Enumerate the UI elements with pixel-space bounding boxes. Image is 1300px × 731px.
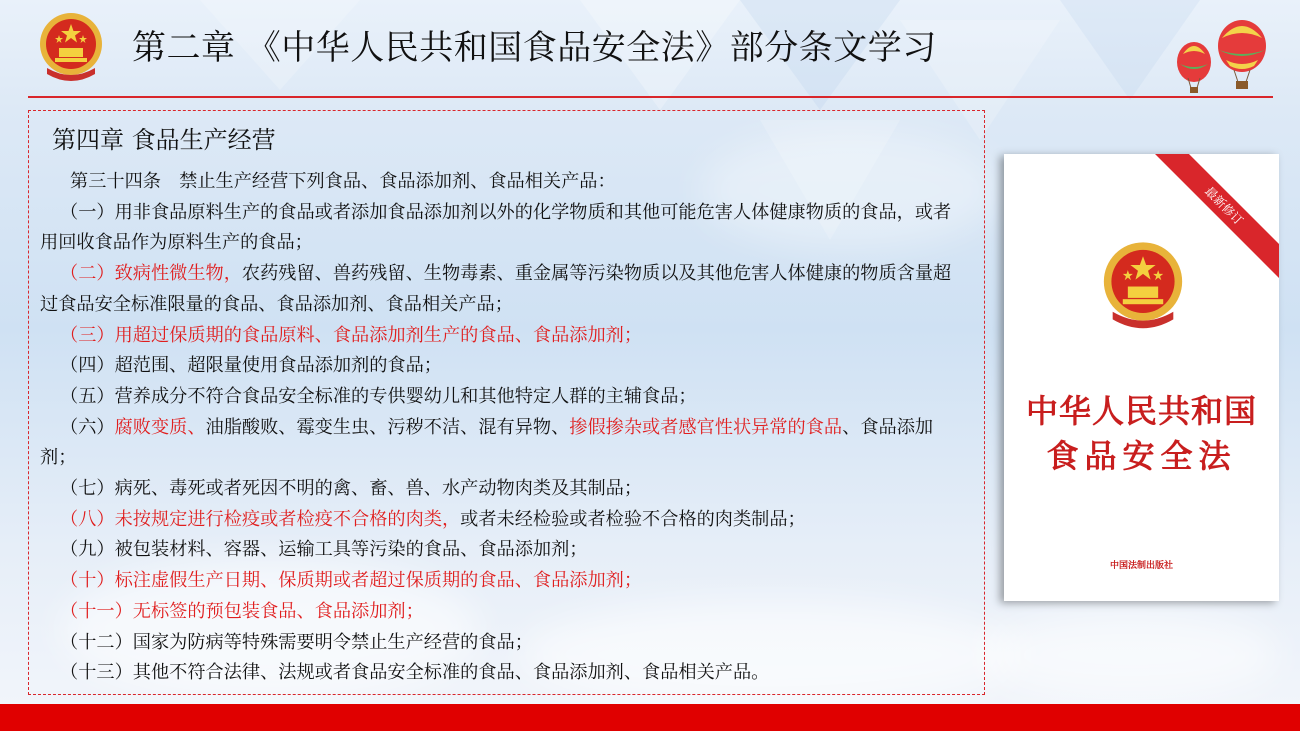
item-highlight: （二）致病性微生物， [60,263,242,285]
article-item [40,413,968,474]
article-item: （五）营养成分不符合食品安全标准的专供婴幼儿和其他特定人群的主辅食品； [60,385,697,407]
article-item: （十）标注虚假生产日期、保质期或者超过保质期的食品、食品添加剂； [60,570,643,592]
article-text [40,167,968,689]
article-item: （四）超范围、超限量使用食品添加剂的食品； [60,355,442,377]
book-title: 中华人民共和国 [1025,392,1257,430]
article-item: （三）用超过保质期的食品原料、食品添加剂生产的食品、食品添加剂； [60,324,643,346]
national-emblem-icon [1098,236,1188,332]
item-text: 油脂酸败、霉变生虫、污秽不洁、混有异物、 [205,416,570,438]
article-item: （十二）国家为防病等特殊需要明令禁止生产经营的食品； [60,631,533,653]
national-emblem-icon [37,8,105,84]
hot-air-balloons-icon [1170,18,1270,96]
item-highlight: 掺假掺杂或者感官性状异常的食品 [569,416,843,438]
chapter-heading: 第四章 食品生产经营 [52,126,276,154]
book-subtitle: 食品安全法 [1046,437,1237,475]
article-item: （九）被包装材料、容器、运输工具等污染的食品、食品添加剂； [60,539,588,561]
item-highlight: 腐败变质、 [114,416,206,438]
article-item [40,259,968,320]
article-item [40,505,968,536]
item-text: 农药残留、兽药残留、生物毒素、重金属等污染物质以及其他危害人体健康的物质含量超过食品安全标准限量的食品、食品添加剂、食品相关产品； [40,263,952,315]
article-intro: 第三十四条 禁止生产经营下列食品、食品添加剂、食品相关产品： [70,171,616,192]
header-divider [28,96,1273,98]
item-text: 或者未经检验或者检验不合格的肉类制品； [460,508,806,530]
item-text: 、食品添加剂； [40,416,934,469]
bottom-bar [0,704,1300,731]
page-title: 第二章 《中华人民共和国食品安全法》部分条文学习 [132,28,937,68]
book-publisher: 中国法制出版社 [1109,561,1173,571]
book-ribbon: 最新修订 [1148,154,1279,282]
item-text: （六） [60,416,115,438]
article-item: （七）病死、毒死或者死因不明的禽、畜、兽、水产动物肉类及其制品； [60,478,643,500]
book-cover-image [1004,154,1279,601]
article-item: （十三）其他不符合法律、法规或者食品安全标准的食品、食品添加剂、食品相关产品。 [60,662,770,684]
article-item: （一）用非食品原料生产的食品或者添加食品添加剂以外的化学物质和其他可能危害人体健康物质的食品，或者用回收食品作为原料生产的食品； [40,201,952,254]
article-item: （十一）无标签的预包装食品、食品添加剂； [60,600,424,622]
item-highlight: （八）未按规定进行检疫或者检疫不合格的肉类， [60,508,461,530]
